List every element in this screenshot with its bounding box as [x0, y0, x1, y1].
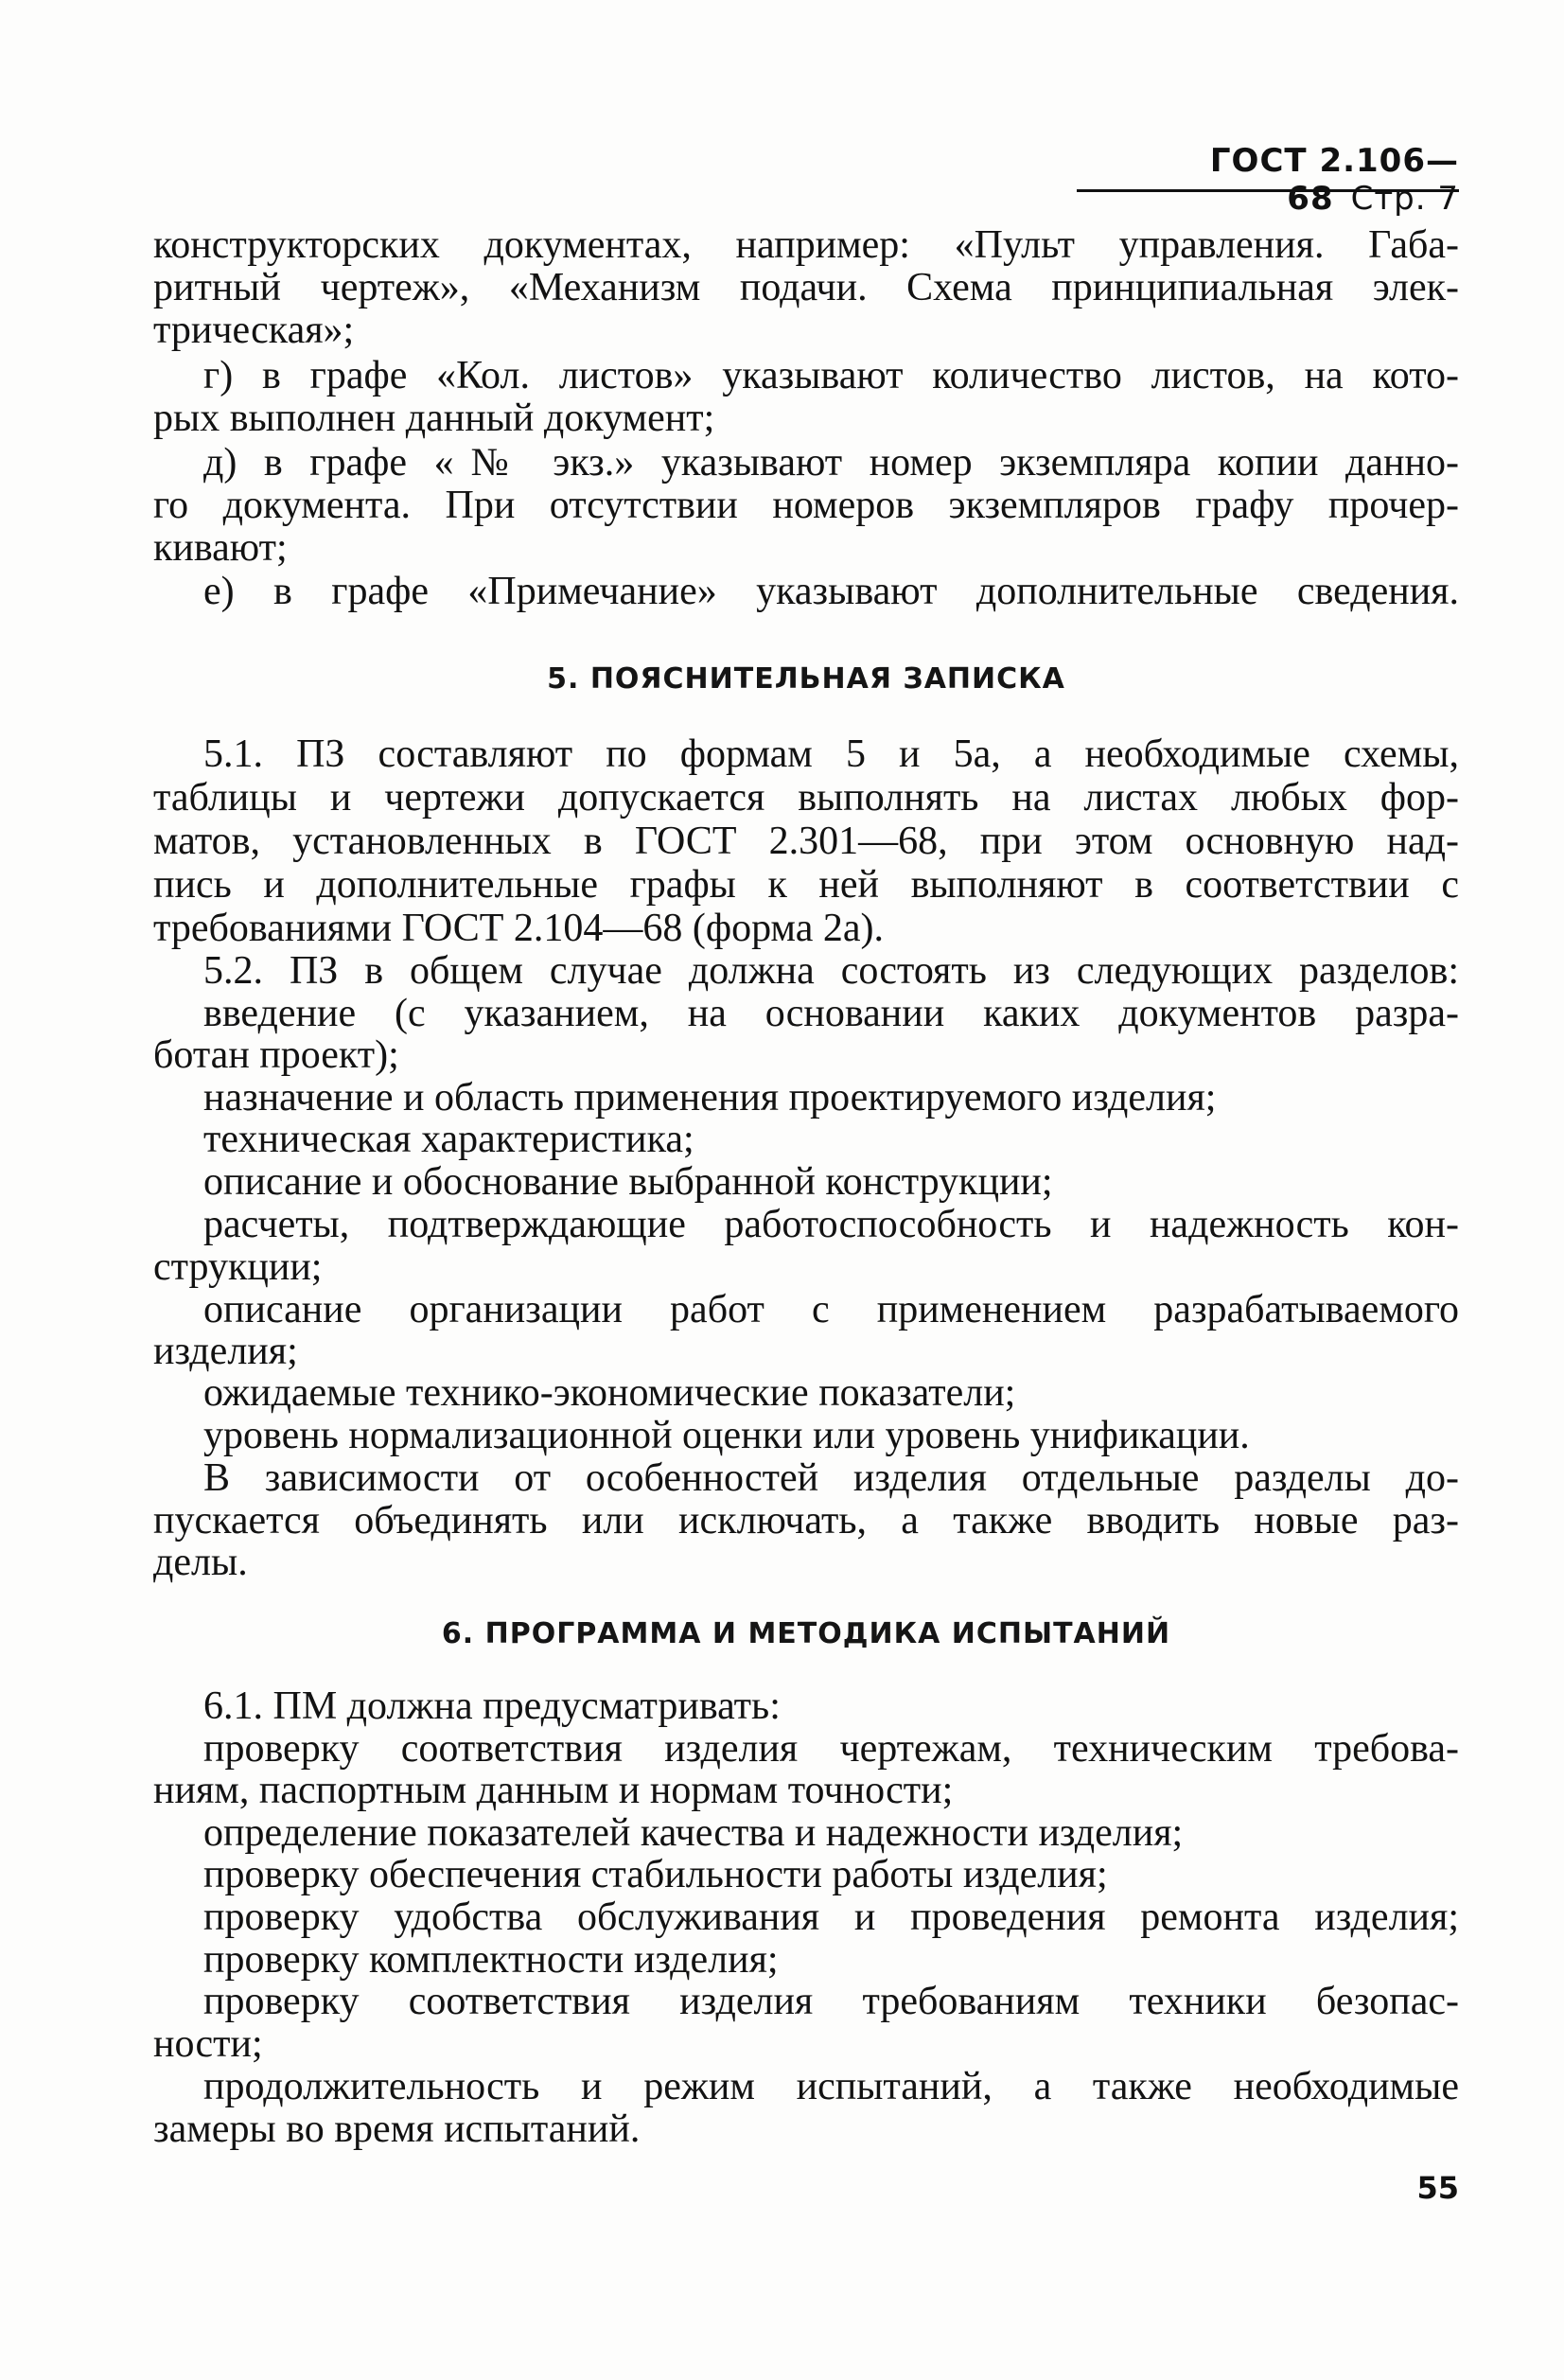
text-line: ожидаемые технико-экономические показатели;: [203, 1371, 1016, 1415]
text-line: рых выполнен данный документ;: [153, 397, 715, 440]
text-line: ниям, паспортным данным и нормам точности;: [153, 1769, 954, 1812]
standard-code: ГОСТ 2.106—68: [1209, 142, 1459, 218]
text-line: описание и обоснование выбранной конструкции;: [203, 1160, 1053, 1204]
text-line: проверку удобства обслуживания и проведения ремонта изделия;: [203, 1895, 1459, 1939]
text-line: трическая»;: [153, 309, 355, 352]
text-line: д) в графе «№ экз.» указывают номер экземпляра копии данно-: [203, 441, 1459, 485]
text-line: проверку соответствия изделия требованиям техники безопас-: [203, 1980, 1459, 2023]
text-line: конструкторских документах, например: «Пульт управления. Габа-: [153, 223, 1459, 267]
text-line: проверку комплектности изделия;: [203, 1938, 779, 1982]
text-line: определение показателей качества и надежности изделия;: [203, 1811, 1184, 1855]
text-line: описание организации работ с применением разрабатываемого: [203, 1288, 1459, 1331]
text-line: 6.1. ПМ должна предусматривать:: [203, 1684, 781, 1728]
text-line: проверку обеспечения стабильности работы изделия;: [203, 1853, 1108, 1896]
text-line: уровень нормализационной оценки или уровень унификации.: [203, 1414, 1250, 1457]
text-line: кивают;: [153, 526, 288, 570]
page-number: 55: [1416, 2170, 1459, 2206]
text-line: таблицы и чертежи допускается выполнять на листах любых фор-: [153, 776, 1459, 820]
page-header: [1077, 142, 1459, 218]
text-line: изделия;: [153, 1330, 298, 1373]
text-line: продолжительность и режим испытаний, а также необходимые: [203, 2065, 1459, 2108]
text-line: требованиями ГОСТ 2.104—68 (форма 2а).: [153, 907, 884, 950]
text-line: е) в графе «Примечание» указывают дополнительные сведения.: [203, 570, 1459, 613]
text-line: В зависимости от особенностей изделия отдельные разделы до-: [203, 1456, 1459, 1500]
text-line: матов, установленных в ГОСТ 2.301—68, при этом основную над-: [153, 820, 1459, 863]
text-line: 5.1. ПЗ составляют по формам 5 и 5а, а необходимые схемы,: [203, 732, 1459, 776]
text-line: техническая характеристика;: [203, 1118, 694, 1161]
text-line: ритный чертеж», «Механизм подачи. Схема принципиальная элек-: [153, 266, 1459, 309]
text-line: го документа. При отсутствии номеров экземпляров графу прочер-: [153, 484, 1459, 527]
section-heading: 5. ПОЯСНИТЕЛЬНАЯ ЗАПИСКА: [547, 662, 1065, 696]
text-line: назначение и область применения проектируемого изделия;: [203, 1076, 1217, 1119]
text-line: 5.2. ПЗ в общем случае должна состоять из следующих разделов:: [203, 949, 1459, 993]
text-line: расчеты, подтверждающие работоспособность и надежность кон-: [203, 1203, 1459, 1246]
text-line: введение (с указанием, на основании каких документов разра-: [203, 992, 1459, 1035]
text-line: ботан проект);: [153, 1033, 399, 1077]
page-label: Стр. 7: [1350, 180, 1459, 218]
text-line: замеры во время испытаний.: [153, 2107, 641, 2151]
text-line: проверку соответствия изделия чертежам, техническим требова-: [203, 1727, 1459, 1771]
text-line: струкции;: [153, 1245, 323, 1289]
text-line: пись и дополнительные графы к ней выполняют в соответствии с: [153, 863, 1459, 907]
text-line: ности;: [153, 2022, 263, 2066]
text-line: г) в графе «Кол. листов» указывают количество листов, на кото-: [203, 354, 1459, 397]
text-line: пускается объединять или исключать, а также вводить новые раз-: [153, 1499, 1459, 1543]
text-line: делы.: [153, 1541, 248, 1584]
section-heading: 6. ПРОГРАММА И МЕТОДИКА ИСПЫТАНИЙ: [441, 1617, 1171, 1650]
